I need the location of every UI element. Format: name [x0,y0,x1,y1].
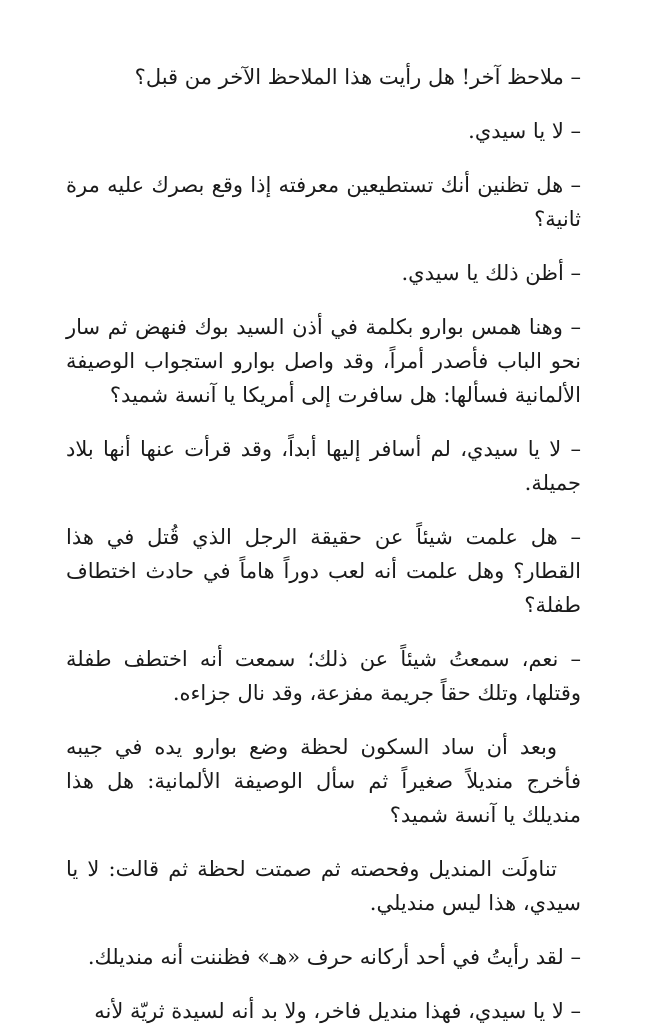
dialogue-paragraph-4: – أظن ذلك يا سيدي. [401,261,581,285]
dialogue-paragraph-9: – لقد رأيتُ في أحد أركانه حرف «هـ» فظننت أنه منديلك. [87,945,581,969]
dialogue-paragraph-3: – هل تظنين أنك تستطيعين معرفته إذا وقع بصرك عليه مرة ثانية؟ [66,173,581,231]
dialogue-paragraph-5: – وهنا همس بوارو بكلمة في أذن السيد بوك فنهض ثم سار نحو الباب فأصدر أمراً، وقد واصل بوارو استجواب الوصيفة الألمانية فسألها: هل سافرت إلى أمريكا يا آنسة شميد؟ [66,315,581,407]
narrative-paragraph-1: وبعد أن ساد السكون لحظة وضع بوارو يده في جيبه فأخرج منديلاً صغيراً ثم سأل الوصيفة الألمانية: هل هذا منديلك يا آنسة شميد؟ [66,735,581,827]
dialogue-paragraph-6: – لا يا سيدي، لم أسافر إليها أبداً، وقد قرأت عنها أنها بلاد جميلة. [66,437,581,495]
narrative-paragraph-2: تناولَت المنديل وفحصته ثم صمتت لحظة ثم قالت: لا يا سيدي، هذا ليس منديلي. [66,857,581,915]
dialogue-paragraph-7: – هل علمت شيئاً عن حقيقة الرجل الذي قُتل في هذا القطار؟ وهل علمت أنه لعب دوراً هاماً في حادث اختطاف طفلة؟ [66,525,581,617]
dialogue-paragraph-8: – نعم، سمعتُ شيئاً عن ذلك؛ سمعت أنه اختطف طفلة وقتلها، وتلك حقاً جريمة مفزعة، وقد نال جزاءه. [66,647,581,705]
dialogue-paragraph-10: – لا يا سيدي، فهذا منديل فاخر، ولا بد أنه لسيدة ثريّة لأنه [94,999,581,1023]
dialogue-paragraph-1: – ملاحظ آخر! هل رأيت هذا الملاحظ الآخر من قبل؟ [134,65,581,89]
dialogue-paragraph-2: – لا يا سيدي. [468,119,581,143]
